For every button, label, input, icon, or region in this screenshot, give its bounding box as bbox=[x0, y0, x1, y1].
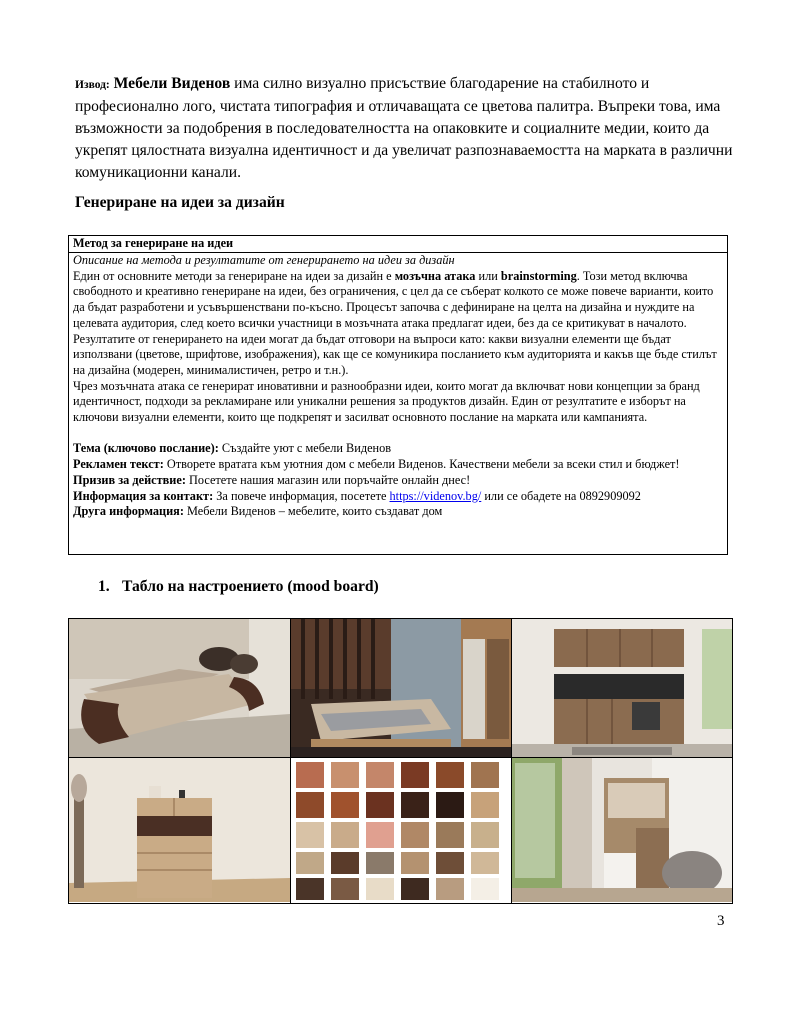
dresser-image bbox=[69, 758, 290, 902]
list-number: 1. bbox=[98, 578, 110, 595]
mood-board-heading bbox=[98, 578, 379, 596]
cta-label: Призив за действие: bbox=[73, 472, 186, 487]
cta-line bbox=[73, 473, 723, 489]
ad-text: Отворете вратата към уютния дом с мебели Виденов. Качествени мебели за всеки стил и бюджет! bbox=[163, 457, 680, 472]
brand-name: Мебели Виденов bbox=[113, 75, 231, 92]
mood-image-dresser bbox=[69, 758, 291, 903]
kitchen-image bbox=[512, 619, 732, 757]
method-subtitle: Описание на метода и резултатите от генерирането на идеи за дизайн bbox=[73, 253, 455, 267]
conclusion-label: Извод: bbox=[75, 79, 110, 91]
mood-board-title: Табло на настроението (mood board) bbox=[122, 578, 379, 595]
mood-board-grid bbox=[68, 618, 733, 904]
mood-image-wood-swatches bbox=[291, 758, 512, 903]
p1-text-c: или bbox=[475, 268, 501, 283]
method-table bbox=[68, 235, 728, 555]
contact-line bbox=[73, 489, 723, 505]
mood-image-kitchen bbox=[512, 619, 732, 758]
other-text: Мебели Виденов – мебелите, които създават дом bbox=[183, 504, 443, 519]
website-link[interactable]: https://videnov.bg/ bbox=[389, 488, 482, 503]
p1-text-e: . Този метод включва свободното и креативно генериране на идеи, без ограничения, с цел да се съберат колкото се може повече варианти, които да бъдат разработени и усъвършенствани по-късно. Процесът започва с дефиниране на целта на дизайна и нуждите на целевата аудитория, след което всички участници в мозъчната атака предлагат идеи, без да се критикуват в началото. Резултатите от генерирането на идеи могат да бъдат отговори на въпроси като: какви визуални елементи ще бъдат използвани (цветове, шрифтове, изображения), как ще се комуникира посланието към аудиторията и какъв ще бъде стилът на дизайна (модерен, минималистичен, ретро и т.н.). bbox=[73, 268, 717, 377]
conclusion-text: има силно визуално присъствие благодарение на стабилното и професионално лого, чистата типография и отличаващата се цветова палитра. Въпреки това, има възможности за подобрения в последователността на опаковките и социалните медии, които да укрепят цялостната визуална идентичност и да увеличат разпознаваемостта на марката в различни комуникационни канали. bbox=[75, 75, 733, 181]
swatch-image bbox=[291, 758, 511, 902]
theme-label: Тема (ключово послание): bbox=[73, 441, 219, 456]
p1-bold-brainstorm-bg: мозъчна атака bbox=[394, 268, 476, 283]
contact-label: Информация за контакт: bbox=[73, 488, 214, 503]
conclusion-paragraph bbox=[75, 73, 735, 184]
mood-image-bedroom bbox=[291, 619, 512, 758]
other-label: Друга информация: bbox=[73, 504, 184, 519]
sofa-image bbox=[69, 619, 290, 757]
ideas-heading: Генериране на идеи за дизайн bbox=[75, 194, 285, 211]
mood-image-sofa bbox=[69, 619, 291, 758]
cabinet-image bbox=[512, 758, 732, 902]
ad-line bbox=[73, 457, 723, 473]
contact-phone-text: или се обадете на 0892909092 bbox=[481, 488, 641, 503]
method-paragraph-1 bbox=[73, 269, 723, 379]
page-number: 3 bbox=[717, 913, 725, 929]
theme-text: Създайте уют с мебели Виденов bbox=[218, 441, 392, 456]
contact-text: За повече информация, посетете bbox=[213, 488, 390, 503]
cta-text: Посетете нашия магазин или поръчайте онлайн днес! bbox=[185, 472, 471, 487]
bedroom-image bbox=[291, 619, 511, 757]
mood-image-cabinet bbox=[512, 758, 732, 903]
method-paragraph-2: Чрез мозъчната атака се генерират иновативни и разнообразни идеи, които могат да включват нови концепции за бранд идентичност, подходи за рекламиране или уникални решения за продуктов дизайн. Един от резултатите е изборът на ключови визуални елементи, които ще подкрепят и засилват основното послание на марката или кампанията. bbox=[73, 378, 700, 425]
method-body bbox=[69, 253, 727, 520]
p1-bold-brainstorming: brainstorming bbox=[500, 268, 577, 283]
p1-text-a: Един от основните методи за генериране на идеи за дизайн е bbox=[73, 268, 395, 283]
theme-line bbox=[73, 441, 723, 457]
ad-label: Рекламен текст: bbox=[73, 457, 164, 472]
other-line bbox=[73, 504, 723, 520]
method-header: Метод за генериране на идеи bbox=[69, 236, 727, 253]
